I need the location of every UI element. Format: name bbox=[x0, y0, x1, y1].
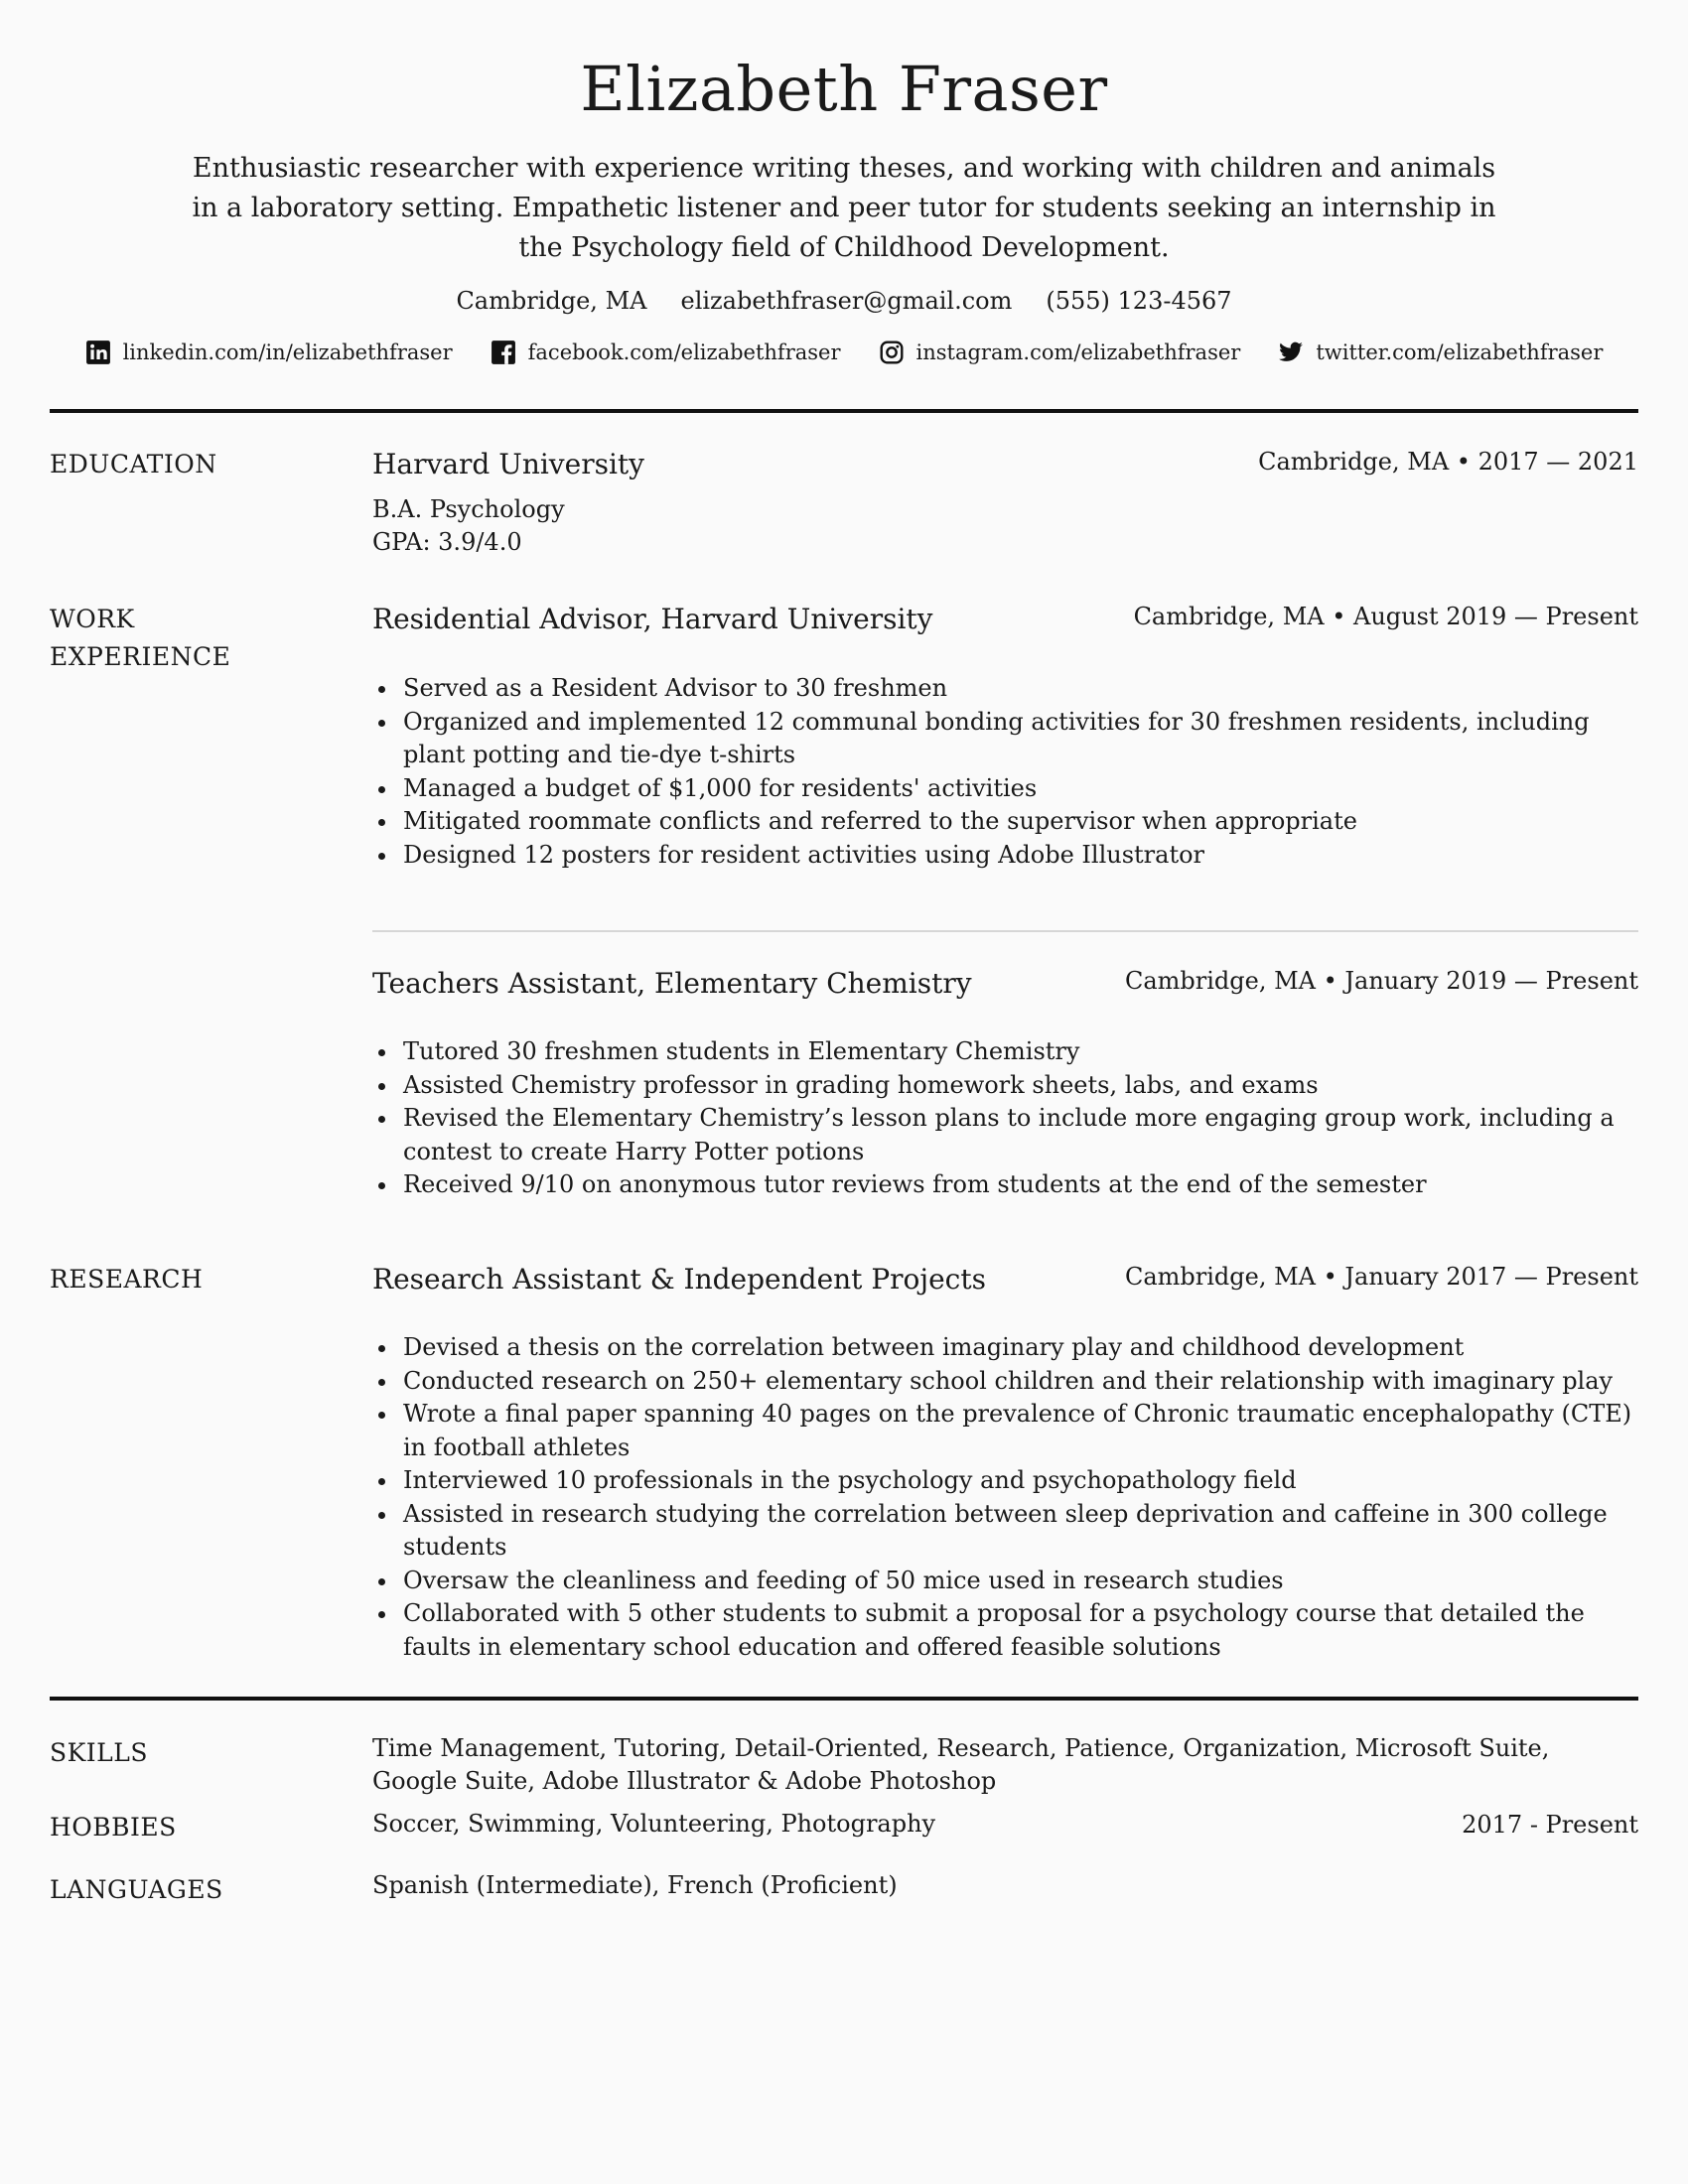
linkedin-icon bbox=[85, 340, 111, 365]
social-link-text: facebook.com/elizabethfraser bbox=[527, 341, 841, 364]
social-links bbox=[50, 338, 1638, 367]
candidate-name: Elizabeth Fraser bbox=[580, 53, 1108, 125]
job-meta: Cambridge, MA • January 2019 — Present bbox=[1124, 967, 1638, 995]
list-item: Interviewed 10 professionals in the psychology and psychopathology field bbox=[403, 1464, 1638, 1498]
hobbies-meta: 2017 - Present bbox=[1462, 1811, 1638, 1839]
bottom-divider bbox=[50, 1697, 1638, 1701]
phone[interactable]: (555) 123-4567 bbox=[1046, 287, 1232, 315]
job-title: Residential Advisor, Harvard University bbox=[372, 603, 933, 635]
job-bullets bbox=[372, 672, 1638, 872]
list-item: Assisted in research studying the correlation between sleep deprivation and caffeine in 300 college students bbox=[403, 1498, 1638, 1565]
facebook-icon bbox=[491, 340, 516, 365]
research-title: Research Assistant & Independent Projects bbox=[372, 1263, 986, 1296]
social-link-twitter[interactable] bbox=[1278, 338, 1603, 367]
job-title: Teachers Assistant, Elementary Chemistry bbox=[372, 967, 972, 1000]
header-divider bbox=[50, 409, 1638, 413]
list-item: Devised a thesis on the correlation between imaginary play and childhood development bbox=[403, 1331, 1638, 1365]
research-meta: Cambridge, MA • January 2017 — Present bbox=[1124, 1263, 1638, 1291]
list-item: Tutored 30 freshmen students in Elementary Chemistry bbox=[403, 1035, 1638, 1069]
section-label-research: RESEARCH bbox=[50, 1265, 204, 1294]
hobbies-text: Soccer, Swimming, Volunteering, Photography bbox=[372, 1810, 936, 1838]
social-link-linkedin[interactable] bbox=[85, 338, 453, 367]
social-link-text: linkedin.com/in/elizabethfraser bbox=[122, 341, 453, 364]
list-item: Mitigated roommate conflicts and referred to the supervisor when appropriate bbox=[403, 805, 1638, 839]
education-degree: B.A. Psychology bbox=[372, 495, 565, 523]
education-school: Harvard University bbox=[372, 448, 644, 480]
languages-text: Spanish (Intermediate), French (Proficient) bbox=[372, 1871, 898, 1899]
section-label-work bbox=[50, 601, 348, 676]
section-label-line: WORK bbox=[50, 605, 135, 633]
location: Cambridge, MA bbox=[456, 287, 647, 315]
twitter-icon bbox=[1278, 340, 1304, 365]
section-label-hobbies: HOBBIES bbox=[50, 1813, 177, 1842]
list-item: Oversaw the cleanliness and feeding of 50 mice used in research studies bbox=[403, 1565, 1638, 1598]
resume-page bbox=[50, 0, 1638, 2184]
list-item: Collaborated with 5 other students to submit a proposal for a psychology course that detailed the faults in elementary school education and offered feasible solutions bbox=[403, 1597, 1638, 1664]
social-link-text: instagram.com/elizabethfraser bbox=[915, 341, 1241, 364]
education-gpa: GPA: 3.9/4.0 bbox=[372, 528, 522, 556]
job-meta: Cambridge, MA • August 2019 — Present bbox=[1133, 603, 1638, 630]
job-bullets bbox=[372, 1035, 1638, 1202]
education-meta: Cambridge, MA • 2017 — 2021 bbox=[1258, 448, 1638, 476]
list-item: Designed 12 posters for resident activities using Adobe Illustrator bbox=[403, 839, 1638, 873]
list-item: Served as a Resident Advisor to 30 freshmen bbox=[403, 672, 1638, 706]
social-link-instagram[interactable] bbox=[879, 338, 1241, 367]
social-link-facebook[interactable] bbox=[491, 338, 841, 367]
list-item: Revised the Elementary Chemistry’s lesson plans to include more engaging group work, including a contest to create Harry Potter potions bbox=[403, 1102, 1638, 1168]
section-label-education: EDUCATION bbox=[50, 450, 217, 478]
instagram-icon bbox=[879, 340, 905, 365]
research-bullets bbox=[372, 1331, 1638, 1664]
list-item: Received 9/10 on anonymous tutor reviews from students at the end of the semester bbox=[403, 1168, 1638, 1202]
job-divider bbox=[372, 930, 1638, 932]
list-item: Wrote a final paper spanning 40 pages on the prevalence of Chronic traumatic encephalopathy (CTE) in football athletes bbox=[403, 1398, 1638, 1464]
section-label-line: EXPERIENCE bbox=[50, 642, 231, 671]
summary: Enthusiastic researcher with experience writing theses, and working with children and animals in a laboratory setting. Empathetic listener and peer tutor for students seeking an internship in the Psychology field of Childhood Development. bbox=[192, 153, 1496, 263]
list-item: Managed a budget of $1,000 for residents' activities bbox=[403, 772, 1638, 806]
contact-line bbox=[50, 284, 1638, 318]
section-label-skills: SKILLS bbox=[50, 1738, 149, 1767]
list-item: Assisted Chemistry professor in grading homework sheets, labs, and exams bbox=[403, 1069, 1638, 1103]
list-item: Conducted research on 250+ elementary school children and their relationship with imaginary play bbox=[403, 1365, 1638, 1399]
email[interactable]: elizabethfraser@gmail.com bbox=[680, 287, 1013, 315]
section-label-languages: LANGUAGES bbox=[50, 1875, 223, 1904]
social-link-text: twitter.com/elizabethfraser bbox=[1316, 341, 1604, 364]
list-item: Organized and implemented 12 communal bonding activities for 30 freshmen residents, including plant potting and tie-dye t-shirts bbox=[403, 706, 1638, 772]
skills-text: Time Management, Tutoring, Detail-Oriented, Research, Patience, Organization, Microsoft Suite, Google Suite, Adobe Illustrator & Adobe Photoshop bbox=[372, 1734, 1550, 1795]
